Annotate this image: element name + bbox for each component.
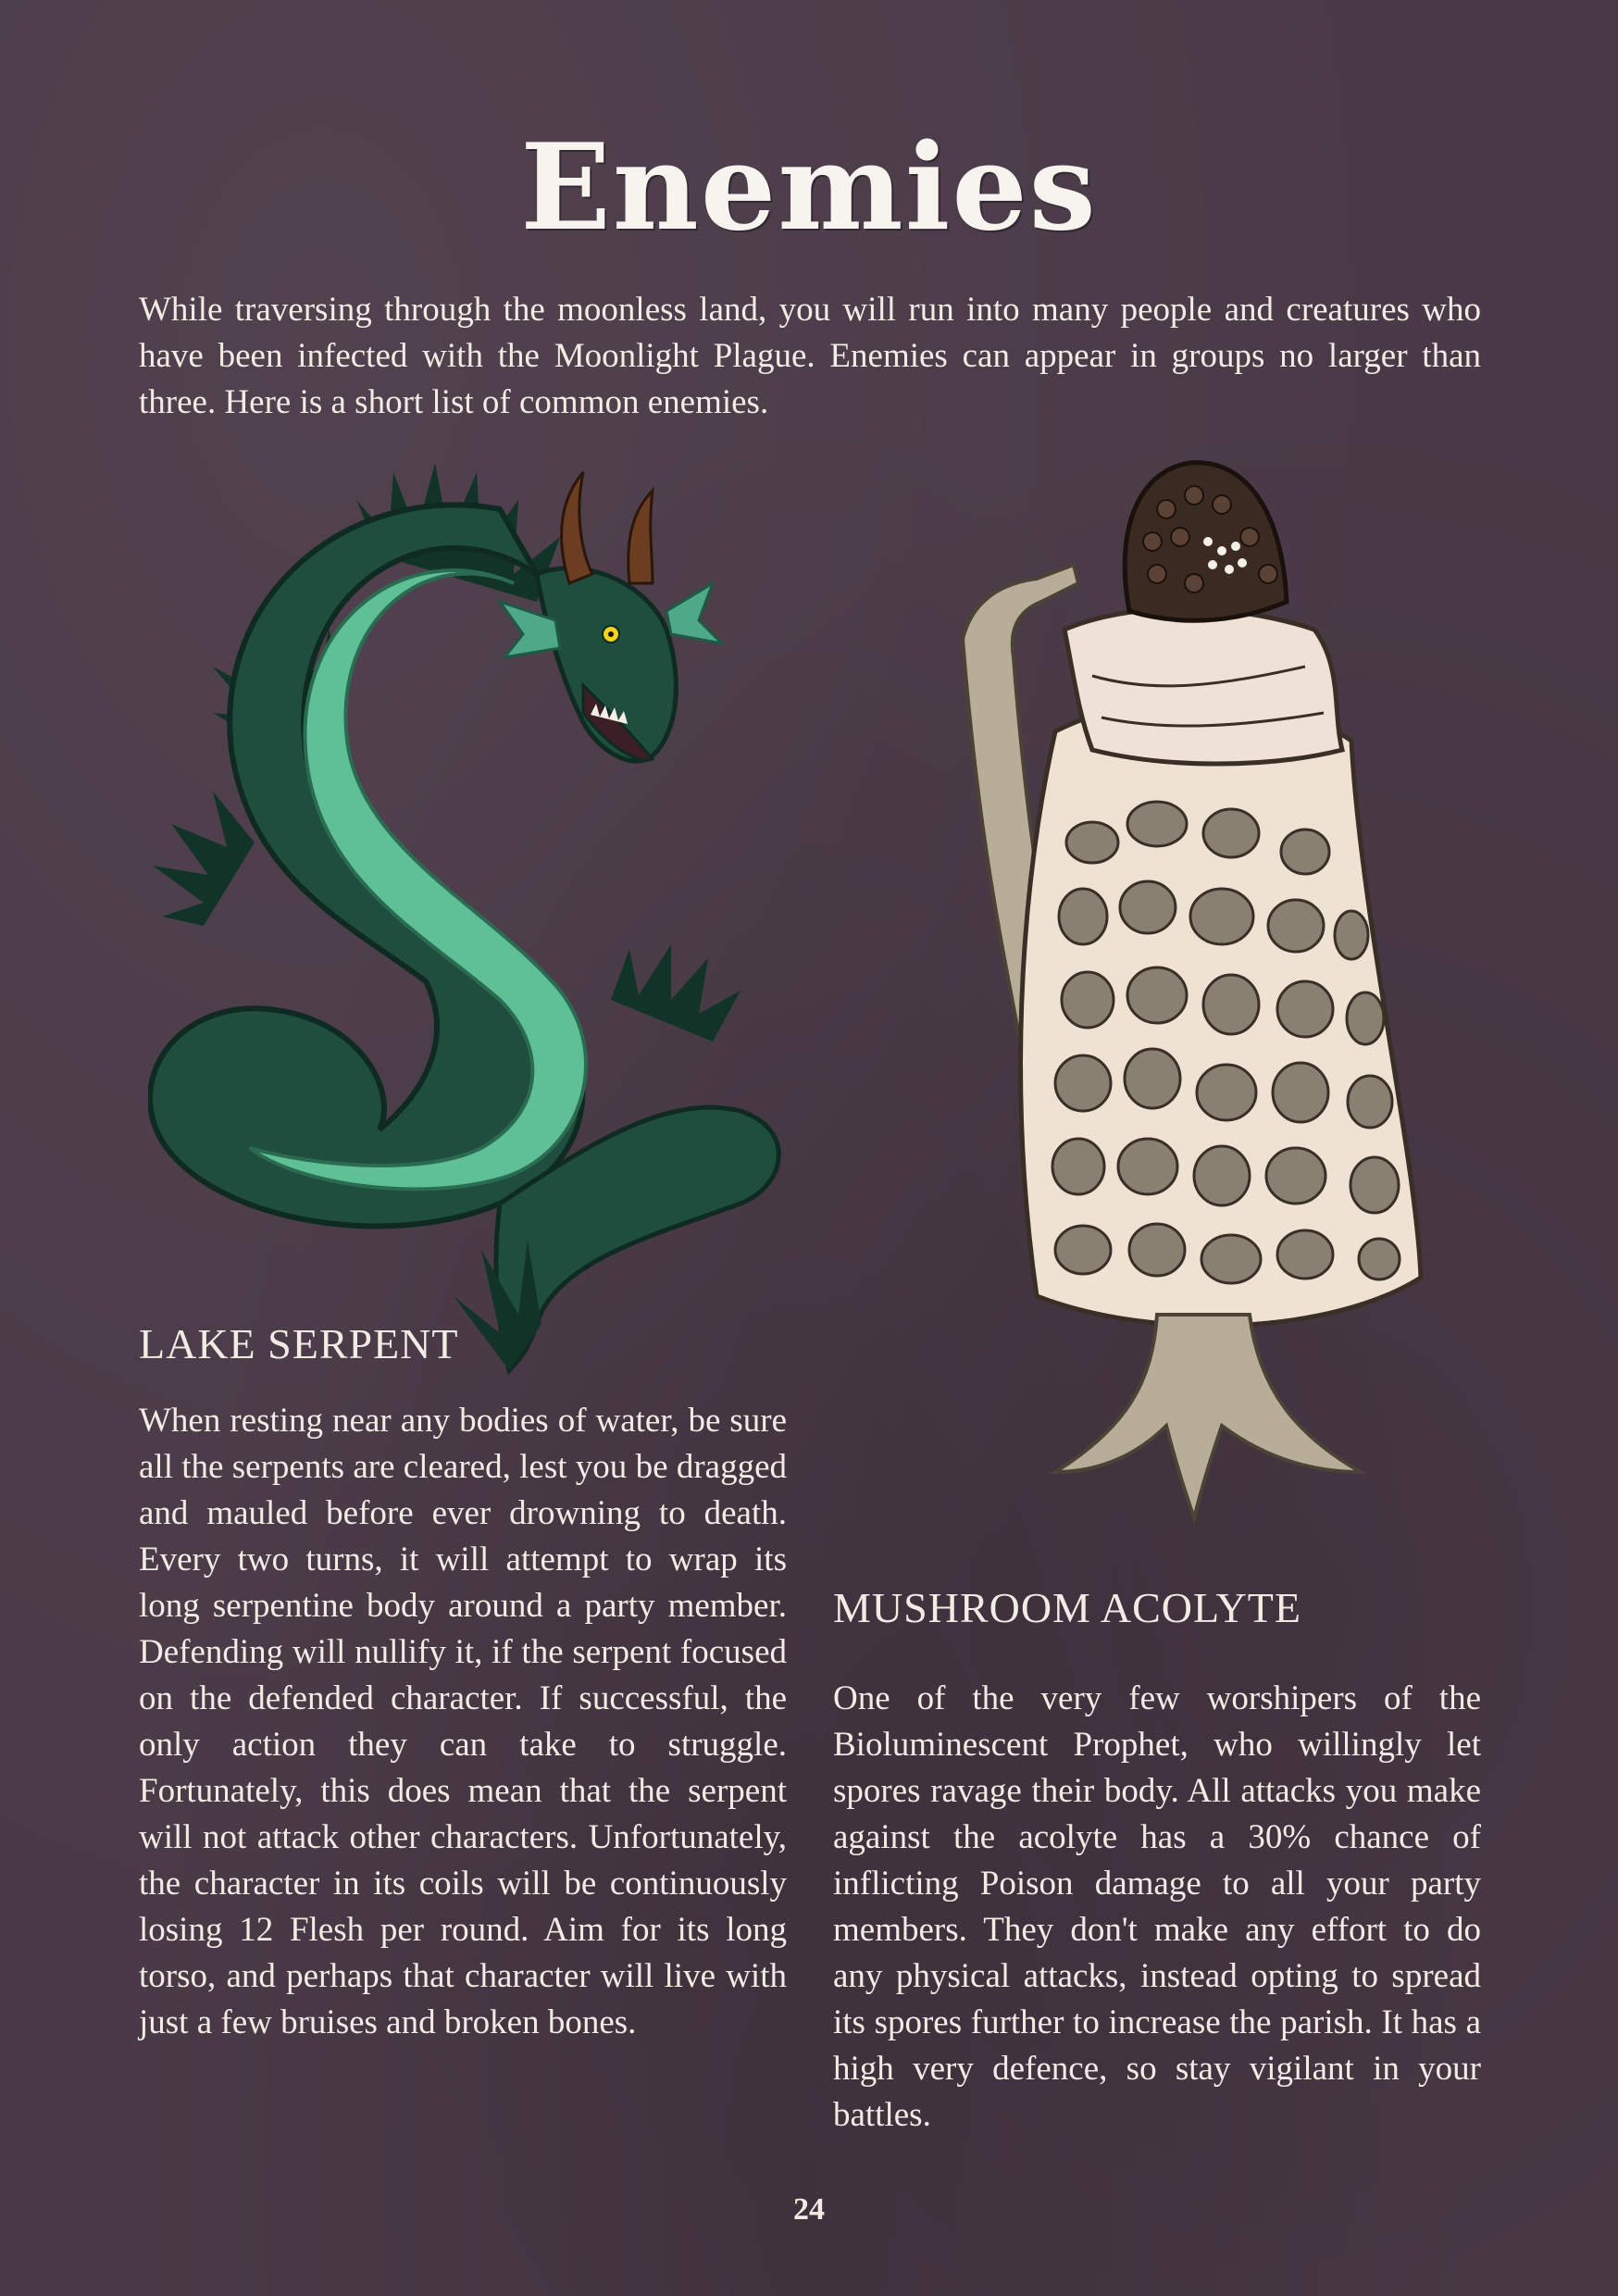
mushroom-acolyte-heading: MUSHROOM ACOLYTE [833, 1584, 1301, 1631]
serpent-head [500, 472, 722, 761]
mushroom-acolyte-illustration [916, 454, 1435, 1546]
intro-paragraph: While traversing through the moonless land, you will run into many people and creatures who have been infected with the Moonlight Plague. Enemies can appear in groups no larger than three. Here is a short list of common enemies. [139, 291, 1481, 421]
mushroom-acolyte-description: One of the very few worshipers of the Bioluminescent Prophet, who willingly let spores ravage their body. All attacks you make against the acolyte has a 30% chance of inflicting Poison damage to all your party members. They don't make any effort to do any physical attacks, instead opting to spread its spores further to increase the parish. It has a high very defence, so stay vigilant in your battles. [833, 1679, 1481, 2134]
lake-serpent-heading: LAKE SERPENT [139, 1320, 459, 1367]
page-title: Enemies [520, 119, 1098, 257]
acolyte-shawl [1064, 609, 1342, 765]
page-number: 24 [793, 2192, 825, 2227]
lake-serpent-description: When resting near any bodies of water, be sure all the serpents are cleared, lest you be dragged and mauled before ever drowning to death. Every two turns, it will attempt to wrap its long serpentine body around a party member. Defending will nullify it, if the serpent focused on the defended character. If successful, the only action they can take to struggle. Fortunately, this does mean that the serpent will not attack other characters. Unfortunately, the character in its coils will be continuously losing 12 Flesh per round. Aim for its long torso, and perhaps that character will live with just a few bruises and broken bones. [139, 1402, 787, 2041]
lake-serpent-illustration [148, 444, 889, 1389]
acolyte-roots [1055, 1315, 1361, 1518]
